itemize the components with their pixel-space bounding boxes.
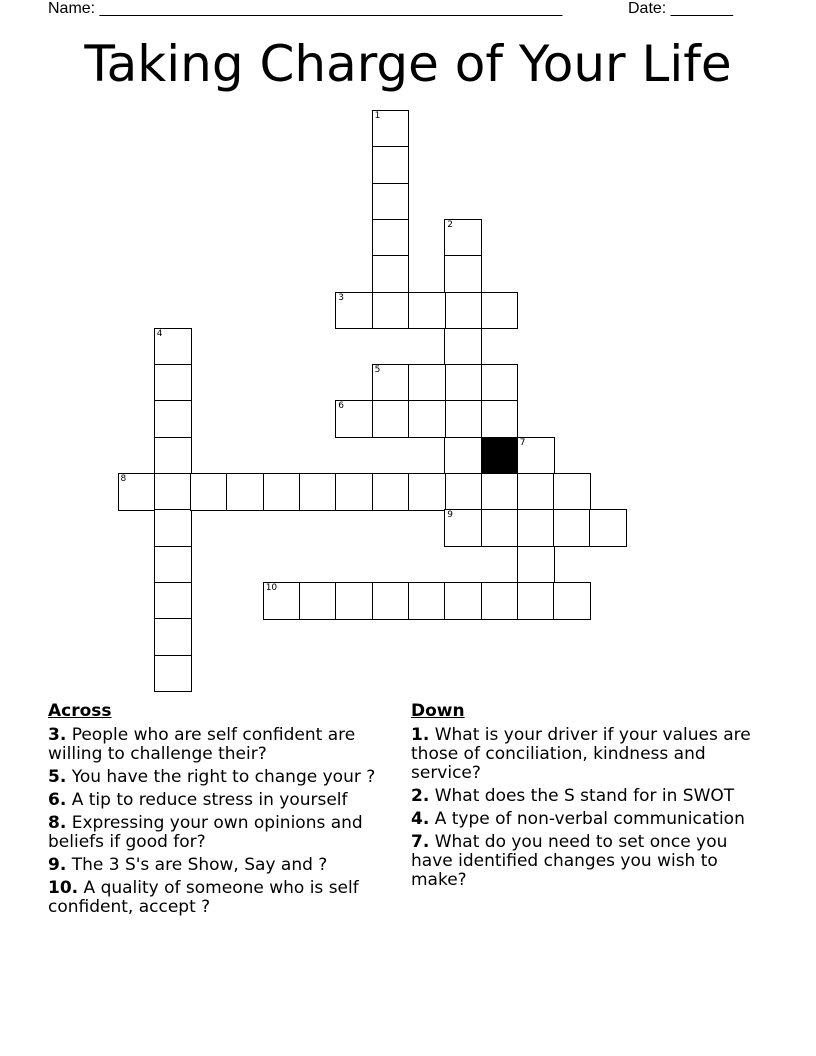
across-clues — [48, 702, 388, 921]
grid-cell[interactable] — [444, 582, 482, 620]
grid-cell[interactable] — [481, 582, 519, 620]
cell-number: 6 — [338, 401, 345, 412]
grid-cell[interactable] — [444, 219, 482, 257]
grid-cell[interactable] — [408, 582, 446, 620]
grid-cell[interactable] — [444, 509, 482, 547]
grid-cell[interactable] — [372, 110, 410, 148]
grid-cell[interactable] — [553, 509, 591, 547]
clue-across-10 — [48, 879, 388, 917]
grid-cell[interactable] — [553, 582, 591, 620]
clue-number: 6. — [48, 790, 67, 810]
clue-number: 8. — [48, 813, 67, 833]
grid-cell[interactable] — [263, 582, 301, 620]
clue-text: A tip to reduce stress in yourself — [71, 790, 348, 810]
clue-number: 1. — [411, 725, 430, 745]
grid-block — [481, 437, 519, 475]
grid-cell[interactable] — [372, 292, 410, 330]
cell-number: 9 — [447, 510, 453, 521]
grid-cell[interactable] — [444, 292, 482, 330]
grid-cell[interactable] — [408, 364, 446, 402]
clue-number: 9. — [48, 855, 67, 875]
grid-cell[interactable] — [335, 400, 373, 438]
clue-down-2 — [411, 787, 771, 806]
cell-number: 8 — [120, 474, 127, 484]
grid-cell[interactable] — [481, 400, 519, 438]
grid-cell[interactable] — [444, 437, 482, 475]
clue-across-6 — [48, 791, 388, 810]
grid-cell[interactable] — [481, 292, 519, 330]
grid-cell[interactable] — [444, 364, 482, 402]
cell-number: 4 — [156, 328, 163, 339]
clue-across-8 — [48, 814, 388, 852]
cell-number: 2 — [447, 219, 453, 230]
grid-cell[interactable] — [408, 473, 446, 511]
grid-cell[interactable] — [154, 400, 192, 438]
cell-number: 10 — [265, 582, 278, 593]
cell-number: 7 — [519, 437, 526, 448]
clue-number: 5. — [48, 767, 67, 787]
grid-cell[interactable] — [118, 473, 156, 511]
clue-text: Expressing your own opinions and beliefs if good for? — [48, 813, 363, 852]
grid-cell[interactable] — [154, 509, 192, 547]
grid-cell[interactable] — [335, 582, 373, 620]
grid-cell[interactable] — [372, 400, 410, 438]
grid-cell[interactable] — [444, 400, 482, 438]
clue-number: 10. — [48, 878, 79, 898]
grid-cell[interactable] — [517, 437, 555, 475]
clue-text: What is your driver if your values are those of conciliation, kindness and service? — [411, 725, 751, 783]
across-heading: Across — [48, 701, 112, 721]
clue-across-3 — [48, 726, 388, 764]
cell-number: 5 — [374, 365, 381, 376]
grid-cell[interactable] — [190, 473, 228, 511]
cell-number: 1 — [374, 111, 381, 121]
page-title: Taking Charge of Your Life — [84, 35, 732, 93]
cell-number: 3 — [338, 292, 345, 303]
grid-cell[interactable] — [154, 582, 192, 620]
grid-cell[interactable] — [517, 509, 555, 547]
clue-text: A type of non-verbal communication — [434, 809, 745, 829]
grid-cell[interactable] — [372, 219, 410, 257]
grid-cell[interactable] — [154, 546, 192, 584]
down-heading: Down — [411, 701, 465, 721]
clue-number: 7. — [411, 832, 430, 852]
grid-cell[interactable] — [299, 582, 337, 620]
grid-cell[interactable] — [372, 364, 410, 402]
grid-cell[interactable] — [154, 437, 192, 475]
grid-cell[interactable] — [444, 473, 482, 511]
grid-cell[interactable] — [408, 292, 446, 330]
grid-cell[interactable] — [517, 582, 555, 620]
grid-cell[interactable] — [444, 328, 482, 366]
grid-cell[interactable] — [372, 255, 410, 293]
grid-cell[interactable] — [372, 582, 410, 620]
grid-cell[interactable] — [408, 400, 446, 438]
clue-across-5 — [48, 768, 388, 787]
down-clues — [411, 702, 771, 894]
grid-cell[interactable] — [589, 509, 627, 547]
grid-cell[interactable] — [517, 546, 555, 584]
clue-down-1 — [411, 726, 771, 783]
clue-down-7 — [411, 833, 771, 890]
grid-cell[interactable] — [444, 255, 482, 293]
clue-text: What does the S stand for in SWOT — [434, 786, 735, 806]
grid-cell[interactable] — [154, 328, 192, 366]
grid-cell[interactable] — [335, 292, 373, 330]
clue-number: 4. — [411, 809, 430, 829]
clue-text: A quality of someone who is self confident, accept ? — [48, 878, 359, 917]
clue-text: What do you need to set once you have identified changes you wish to make? — [411, 832, 728, 890]
clue-text: The 3 S's are Show, Say and ? — [71, 855, 328, 875]
clue-down-4 — [411, 810, 771, 829]
grid-cell[interactable] — [481, 364, 519, 402]
clue-text: You have the right to change your ? — [71, 767, 376, 787]
grid-cell[interactable] — [299, 473, 337, 511]
grid-cell[interactable] — [372, 473, 410, 511]
clue-number: 3. — [48, 725, 67, 745]
grid-cell[interactable] — [154, 618, 192, 656]
grid-cell[interactable] — [481, 509, 519, 547]
grid-cell[interactable] — [226, 473, 264, 511]
grid-cell[interactable] — [335, 473, 373, 511]
grid-cell[interactable] — [154, 473, 192, 511]
grid-cell[interactable] — [372, 146, 410, 184]
grid-cell[interactable] — [154, 655, 192, 693]
date-field-label[interactable]: Date: _______ — [628, 0, 733, 17]
grid-cell[interactable] — [263, 473, 301, 511]
grid-cell[interactable] — [553, 473, 591, 511]
clue-text: People who are self confident are willing to challenge their? — [48, 725, 356, 764]
grid-cell[interactable] — [154, 364, 192, 402]
grid-cell[interactable] — [372, 183, 410, 221]
clue-number: 2. — [411, 786, 430, 806]
name-field-label[interactable]: Name: ____________________________________________________ — [48, 0, 563, 17]
clue-across-9 — [48, 856, 388, 875]
grid-cell[interactable] — [517, 473, 555, 511]
grid-cell[interactable] — [481, 473, 519, 511]
